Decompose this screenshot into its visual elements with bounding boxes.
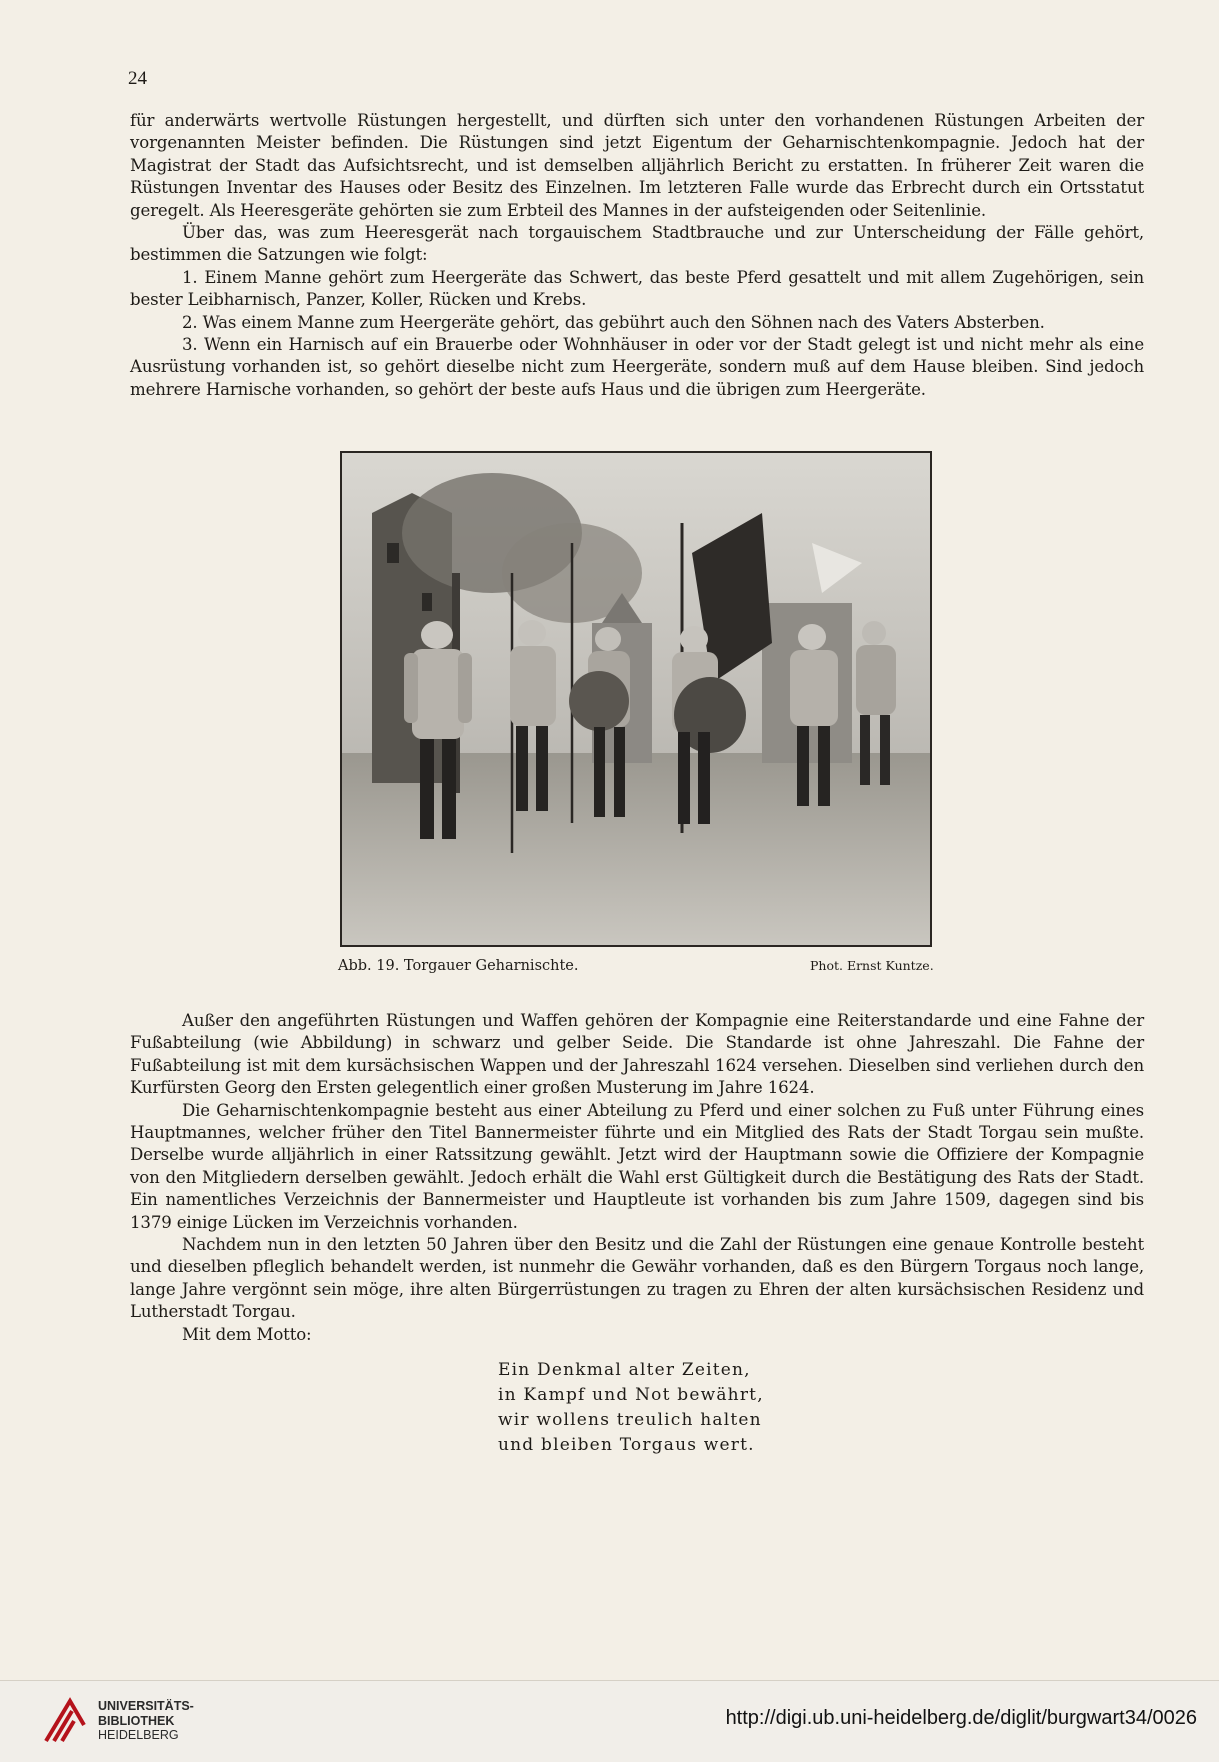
library-name-line: UNIVERSITÄTS- xyxy=(98,1699,194,1713)
library-name[interactable] xyxy=(98,1699,194,1743)
page-number: 24 xyxy=(128,68,147,89)
library-logo-icon[interactable] xyxy=(40,1695,90,1747)
paragraph: für anderwärts wertvolle Rüstungen hergestellt, und dürften sich unter den vorhandenen Rüstungen Arbeiten der vorgenannten Meister befinden. Die Rüstungen sind jetzt Eigentum der Geharnischtenkompagnie. Jedoch hat der Magistrat der Stadt das Aufsichtsrecht, und ist demselben alljährlich Bericht zu erstatten. In früherer Zeit waren die Rüstungen Inventar des Hauses oder Besitz des Einzelnen. Im letzteren Falle wurde das Erbrecht durch ein Ortsstatut geregelt. Als Heeresgeräte gehörten sie zum Erbteil des Mannes in der aufsteigenden oder Seitenlinie. xyxy=(130,111,1144,220)
paragraph: Über das, was zum Heeresgerät nach torgauischem Stadtbrauche und zur Unterscheidung der Fälle gehört, bestimmen die Satzungen wie folgt: xyxy=(130,223,1144,265)
list-item: 3. Wenn ein Harnisch auf ein Brauerbe oder Wohnhäuser in oder vor der Stadt gelegt ist und nicht mehr als eine Ausrüstung vorhanden ist, so gehört dieselbe nicht zum Heergeräte, sondern muß auf dem Hause bleiben. Sind jedoch mehrere Harnische vorhanden, so gehört der beste aufs Haus und die übrigen zum Heergeräte. xyxy=(130,335,1144,399)
footer-bar xyxy=(0,1680,1219,1762)
motto-line: in Kampf und Not bewährt, xyxy=(498,1385,764,1405)
bottom-text-block xyxy=(130,1010,1144,1346)
paragraph: Die Geharnischtenkompagnie besteht aus einer Abteilung zu Pferd und einer solchen zu Fuß unter Führung eines Hauptmannes, welcher früher den Titel Bannermeister führte und ein Mitglied des Rats der Stadt Torgau sein mußte. Derselbe wurde alljährlich in einer Ratssitzung gewählt. Jetzt wird der Hauptmann sowie die Offiziere der Kompagnie von den Mitgliedern derselben gewählt. Jedoch erhält die Wahl erst Gültigkeit durch die Bestätigung des Rats der Stadt. Ein namentliches Verzeichnis der Bannermeister und Hauptleute ist vorhanden bis zum Jahre 1509, dagegen sind bis 1379 einige Lücken im Verzeichnis vorhanden. xyxy=(130,1100,1144,1232)
motto-line: Ein Denkmal alter Zeiten, xyxy=(498,1360,751,1380)
figure-photo xyxy=(340,451,932,947)
armored-men-photo xyxy=(342,453,930,945)
list-item: 2. Was einem Manne zum Heergeräte gehört, das gebührt auch den Söhnen nach des Vaters Absterben. xyxy=(182,312,1045,332)
library-name-line: HEIDELBERG xyxy=(98,1728,179,1742)
permalink-url[interactable]: http://digi.ub.uni-heidelberg.de/diglit/burgwart34/0026 xyxy=(725,1707,1197,1729)
paragraph: Außer den angeführten Rüstungen und Waffen gehören der Kompagnie eine Reiterstandarde und eine Fahne der Fußabteilung (wie Abbildung) in schwarz und gelber Seide. Die Standarde ist ohne Jahreszahl. Die Fahne der Fußabteilung ist mit dem kursächsischen Wappen und der Jahreszahl 1624 versehen. Dieselben sind verliehen durch den Kurfürsten Georg den Ersten gelegentlich einer großen Musterung im Jahre 1624. xyxy=(130,1011,1144,1098)
motto-verse xyxy=(498,1358,764,1458)
motto-line: wir wollens treulich halten xyxy=(498,1410,762,1430)
motto-line: und bleiben Torgaus wert. xyxy=(498,1435,755,1455)
list-item: 1. Einem Manne gehört zum Heergeräte das Schwert, das beste Pferd gesattelt und mit allem Zugehörigen, sein bester Leibharnisch, Panzer, Koller, Rücken und Krebs. xyxy=(130,267,1144,310)
paragraph: Nachdem nun in den letzten 50 Jahren über den Besitz und die Zahl der Rüstungen eine genaue Kontrolle besteht und dieselben pfleglich behandelt werden, ist nunmehr die Gewähr vorhanden, daß es den Bürgern Torgaus noch lange, lange Jahre vergönnt sein möge, ihre alten Bürgerrüstungen zu tragen zu Ehren der alten kursächsischen Residenz und Lutherstadt Torgau. xyxy=(130,1235,1144,1322)
top-text-block xyxy=(130,110,1144,401)
photo-credit: Phot. Ernst Kuntze. xyxy=(810,958,934,973)
figure-caption: Abb. 19. Torgauer Geharnischte. xyxy=(338,958,579,974)
library-name-line: BIBLIOTHEK xyxy=(98,1713,175,1728)
paragraph: Mit dem Motto: xyxy=(182,1324,312,1344)
